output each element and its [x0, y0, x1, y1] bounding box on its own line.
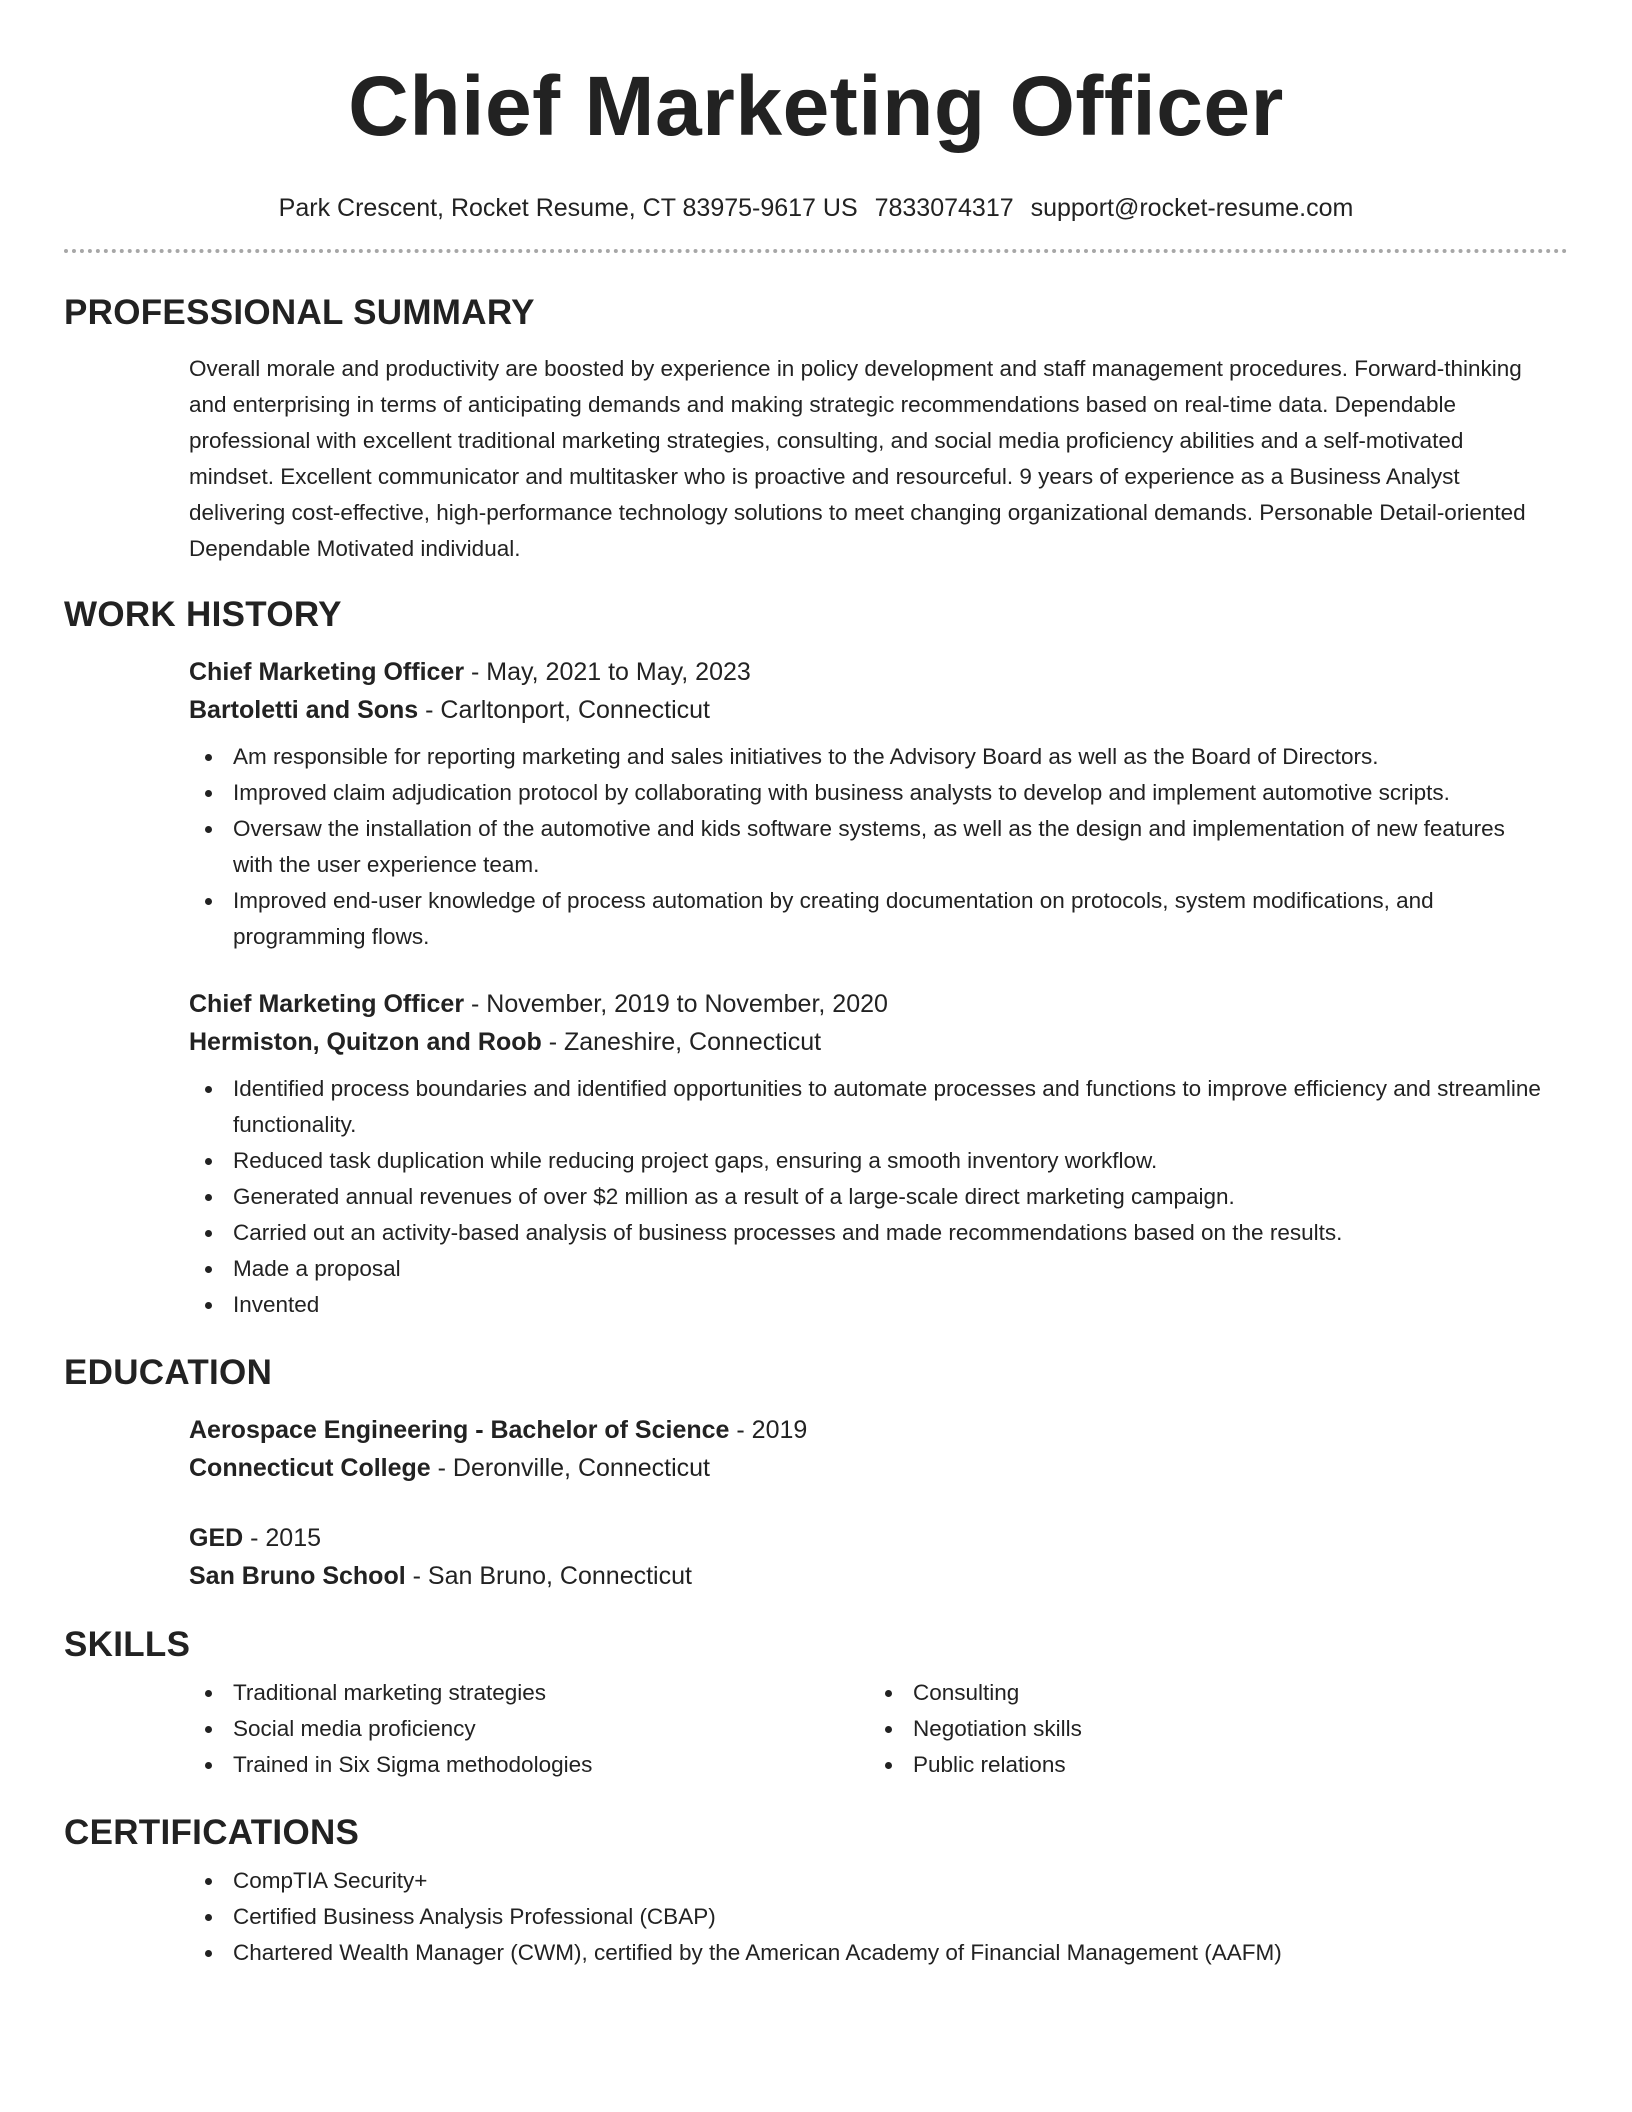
- header-divider: [64, 249, 1568, 253]
- job-role: Chief Marketing Officer: [189, 990, 465, 1018]
- list-item: Generated annual revenues of over $2 million as a result of a large-scale direct marketing campaign.: [233, 1179, 1550, 1215]
- education-entry: [64, 1519, 1568, 1595]
- education-school-line: [189, 1449, 1550, 1487]
- list-item: Invented: [233, 1287, 1550, 1323]
- resume-name: Chief Marketing Officer: [348, 59, 1284, 153]
- list-item: Carried out an activity-based analysis of business processes and made recommendations based on the results.: [233, 1215, 1550, 1251]
- education-entry: [64, 1411, 1568, 1487]
- skills-section: [64, 1623, 1568, 1783]
- job-company-line: [189, 691, 1550, 729]
- job-location: - Carltonport, Connecticut: [418, 696, 710, 724]
- education-school-line: [189, 1557, 1550, 1595]
- job-bullets: [189, 1071, 1550, 1323]
- list-item: Identified process boundaries and identified opportunities to automate processes and functions to improve efficiency and streamline functionality.: [233, 1071, 1550, 1143]
- education-year: - 2019: [729, 1416, 808, 1444]
- list-item: Consulting: [913, 1675, 1550, 1711]
- job-entry: [64, 985, 1568, 1323]
- education-school: Connecticut College: [189, 1454, 431, 1482]
- job-company-line: [189, 1023, 1550, 1061]
- education-section: [64, 1351, 1568, 1595]
- education-location: - San Bruno, Connecticut: [405, 1562, 692, 1590]
- skills-column-left: [189, 1667, 869, 1783]
- contact-line: [64, 192, 1568, 224]
- list-item: Negotiation skills: [913, 1711, 1550, 1747]
- certifications-section: [64, 1811, 1568, 1971]
- list-item: Improved end-user knowledge of process automation by creating documentation on protocols, system modifications, and programming flows.: [233, 883, 1550, 955]
- contact-address: Park Crescent, Rocket Resume, CT 83975-9617 US: [278, 194, 858, 222]
- list-item: Public relations: [913, 1747, 1550, 1783]
- contact-phone: 7833074317: [874, 194, 1014, 222]
- education-school: San Bruno School: [189, 1562, 406, 1590]
- work-section: [64, 593, 1568, 1323]
- education-title: EDUCATION: [64, 1353, 273, 1392]
- certifications-body: [64, 1863, 1568, 1971]
- job-dates: - May, 2021 to May, 2023: [464, 658, 751, 686]
- list-item: Reduced task duplication while reducing project gaps, ensuring a smooth inventory workflow.: [233, 1143, 1550, 1179]
- work-title: WORK HISTORY: [64, 595, 342, 634]
- job-dates: - November, 2019 to November, 2020: [464, 990, 888, 1018]
- job-company: Bartoletti and Sons: [189, 696, 419, 724]
- job-location: - Zaneshire, Connecticut: [541, 1028, 822, 1056]
- summary-text: Overall morale and productivity are boosted by experience in policy development and staff management procedures. Forward-thinking and enterprising in terms of anticipating demands and making strategic recommendations based on real-time data. Dependable professional with excellent traditional marketing strategies, consulting, and social media proficiency abilities and a self-motivated mindset. Excellent communicator and multitasker who is proactive and resourceful. 9 years of experience as a Business Analyst delivering cost-effective, high-performance technology solutions to meet changing organizational demands. Personable Detail-oriented Dependable Motivated individual.: [189, 356, 1526, 561]
- list-item: Trained in Six Sigma methodologies: [233, 1747, 869, 1783]
- education-degree-line: [189, 1411, 1550, 1449]
- list-item: Social media proficiency: [233, 1711, 869, 1747]
- skills-list: [869, 1675, 1550, 1783]
- job-entry: [64, 653, 1568, 955]
- job-role: Chief Marketing Officer: [189, 658, 465, 686]
- job-bullets: [189, 739, 1550, 955]
- job-role-line: [189, 985, 1550, 1023]
- list-item: Am responsible for reporting marketing and sales initiatives to the Advisory Board as well as the Board of Directors.: [233, 739, 1550, 775]
- list-item: Improved claim adjudication protocol by collaborating with business analysts to develop and implement automotive scripts.: [233, 775, 1550, 811]
- list-item: Certified Business Analysis Professional (CBAP): [233, 1899, 1550, 1935]
- skills-list: [189, 1675, 869, 1783]
- contact-email: support@rocket-resume.com: [1030, 194, 1354, 222]
- job-role-line: [189, 653, 1550, 691]
- education-location: - Deronville, Connecticut: [430, 1454, 710, 1482]
- skills-column-right: [869, 1667, 1550, 1783]
- summary-title: PROFESSIONAL SUMMARY: [64, 293, 535, 332]
- certifications-title: CERTIFICATIONS: [64, 1813, 360, 1852]
- education-year: - 2015: [243, 1524, 322, 1552]
- summary-section: [64, 291, 1568, 567]
- skills-grid: [64, 1667, 1568, 1783]
- job-company: Hermiston, Quitzon and Roob: [189, 1028, 542, 1056]
- education-degree: GED: [189, 1524, 244, 1552]
- list-item: CompTIA Security+: [233, 1863, 1550, 1899]
- list-item: Traditional marketing strategies: [233, 1675, 869, 1711]
- education-degree-line: [189, 1519, 1550, 1557]
- education-degree: Aerospace Engineering - Bachelor of Science: [189, 1416, 730, 1444]
- list-item: Made a proposal: [233, 1251, 1550, 1287]
- skills-title: SKILLS: [64, 1625, 191, 1664]
- list-item: Oversaw the installation of the automotive and kids software systems, as well as the design and implementation of new features with the user experience team.: [233, 811, 1550, 883]
- certifications-list: [189, 1863, 1550, 1971]
- resume-header: [64, 0, 1568, 224]
- list-item: Chartered Wealth Manager (CWM), certified by the American Academy of Financial Management (AAFM): [233, 1935, 1550, 1971]
